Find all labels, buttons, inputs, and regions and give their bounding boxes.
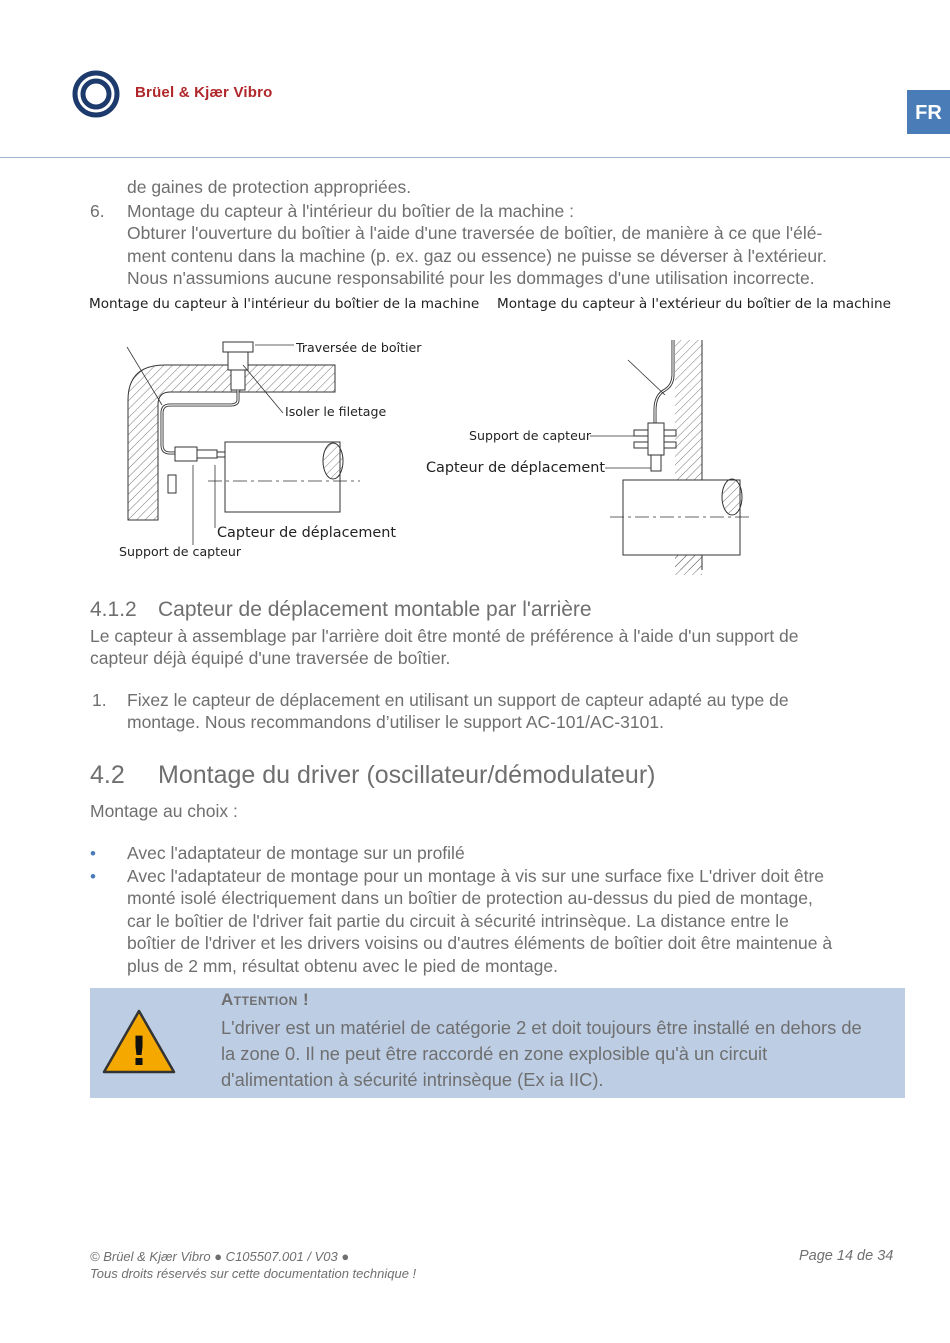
attention-text xyxy=(221,1015,901,1093)
paragraph-line: Le capteur à assemblage par l'arrière doit être monté de préférence à l'aide d'un support de xyxy=(90,626,799,646)
label-feedthrough: Traversée de boîtier xyxy=(296,340,422,355)
bullet2-line: plus de 2 mm, résultat obtenu avec le pied de montage. xyxy=(127,956,558,976)
attention-line: L'driver est un matériel de catégorie 2 et doit toujours être installé en dehors de xyxy=(221,1017,862,1038)
language-tab[interactable]: FR xyxy=(907,90,950,134)
footer-rights: Tous droits réservés sur cette documentation technique ! xyxy=(90,1266,417,1281)
section-title: Capteur de déplacement montable par l'arrière xyxy=(158,598,592,621)
left-figure-caption: Montage du capteur à l'intérieur du boîtier de la machine xyxy=(89,296,480,312)
attention-title: Attention ! xyxy=(221,990,310,1009)
label-holder-right: Support de capteur xyxy=(469,428,592,443)
label-sensor-right: Capteur de déplacement xyxy=(426,460,606,476)
bullet2-line: car le boîtier de l'driver fait partie du circuit à sécurité intrinsèque. La distance entre le xyxy=(127,911,789,931)
footer-copyright: © Brüel & Kjær Vibro ● C105507.001 / V03 ● xyxy=(90,1249,350,1264)
label-insulate-thread: Isoler le filetage xyxy=(285,404,387,419)
bullet-icon: • xyxy=(90,867,96,886)
item6-line4: Nous n'assumions aucune responsabilité pour les dommages d'une utilisation incorrecte. xyxy=(127,268,815,288)
item-number: 1. xyxy=(92,690,107,710)
item-number: 6. xyxy=(90,201,105,221)
section-number: 4.1.2 xyxy=(90,598,137,621)
page-number: Page 14 de 34 xyxy=(799,1248,894,1264)
label-sensor-left: Capteur de déplacement xyxy=(217,525,397,541)
bullet1-text: Avec l'adaptateur de montage sur un profilé xyxy=(127,843,465,863)
left-shaft xyxy=(225,442,343,512)
bullet2-line: boîtier de l'driver et les drivers voisins ou d'autres éléments de boîtier doit être maintenue à xyxy=(127,933,833,953)
right-figure-caption: Montage du capteur à l'extérieur du boîtier de la machine xyxy=(497,296,891,312)
brand-logo-icon xyxy=(72,70,120,118)
warning-triangle-icon xyxy=(101,1008,177,1076)
section-title: Montage du driver (oscillateur/démodulateur) xyxy=(158,761,656,789)
item6-line1: Montage du capteur à l'intérieur du boîtier de la machine : xyxy=(127,201,574,221)
intro-text: Montage au choix : xyxy=(90,801,238,821)
item1-line2: montage. Nous recommandons d’utiliser le support AC-101/AC-3101. xyxy=(127,712,664,732)
item1-line1: Fixez le capteur de déplacement en utilisant un support de capteur adapté au type de xyxy=(127,690,789,710)
attention-line: la zone 0. Il ne peut être raccordé en zone explosible qu'à un circuit xyxy=(221,1043,768,1064)
attention-line: d'alimentation à sécurité intrinsèque (Ex ia IIC). xyxy=(221,1069,604,1090)
label-holder-left: Support de capteur xyxy=(119,544,242,559)
item6-line2: Obturer l'ouverture du boîtier à l'aide d'une traversée de boîtier, de manière à ce que l'élé- xyxy=(127,223,823,243)
brand-name: Brüel & Kjær Vibro xyxy=(135,84,273,101)
carry-over-line: de gaines de protection appropriées. xyxy=(127,177,412,197)
bullet2-line: Avec l'adaptateur de montage pour un montage à vis sur une surface fixe L'driver doit être xyxy=(127,866,825,886)
mounting-diagram xyxy=(90,320,905,580)
item6-line3: ment contenu dans la machine (p. ex. gaz ou essence) ne puisse se déverser à l'extérieur. xyxy=(127,246,827,266)
bullet2-line: monté isolé électriquement dans un boîtier de protection au-dessus du pied de montage, xyxy=(127,888,813,908)
bullet-icon: • xyxy=(90,844,96,863)
section-number: 4.2 xyxy=(90,761,125,789)
header-divider xyxy=(0,157,950,158)
paragraph-line: capteur déjà équipé d'une traversée de boîtier. xyxy=(90,648,451,668)
warning-glyph: ! xyxy=(129,1029,149,1075)
